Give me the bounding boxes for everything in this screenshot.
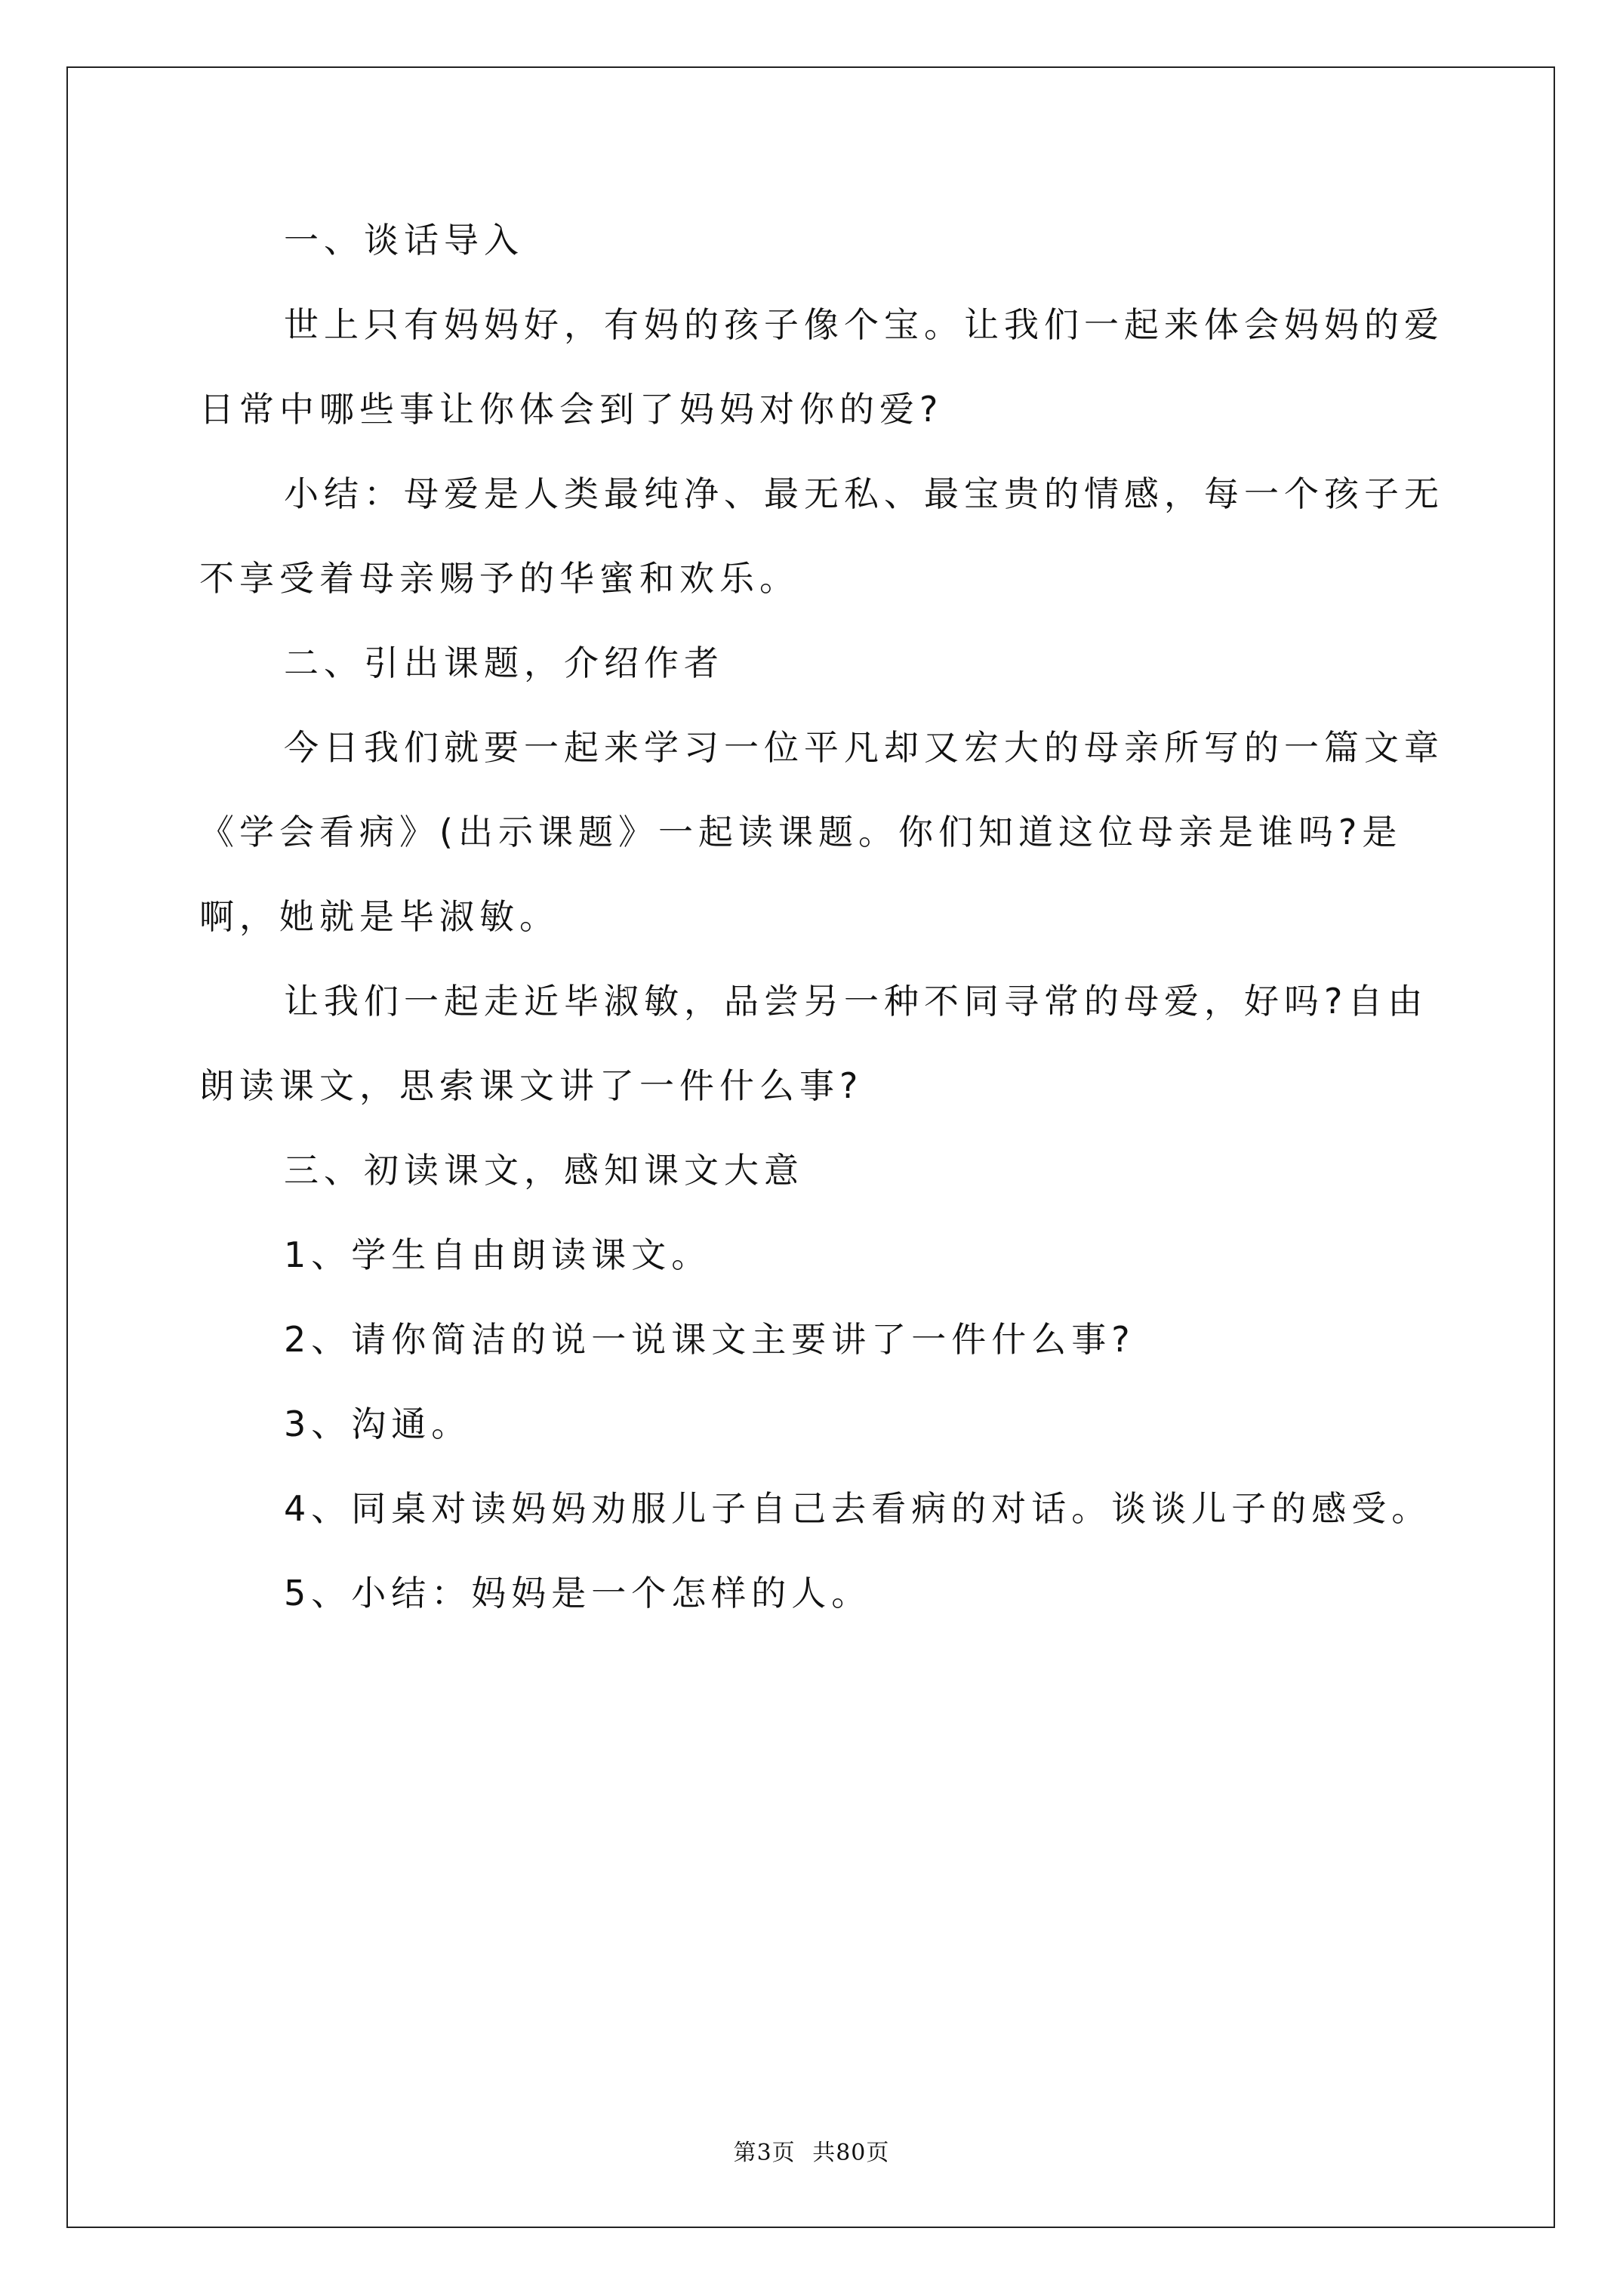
- paragraph-2: 世上只有妈妈好，有妈的孩子像个宝。让我们一起来体会妈妈的爱日常中哪些事让你体会到了妈妈对你的爱?: [199, 304, 1444, 430]
- paragraph-4: 二、引出课题，介绍作者: [284, 643, 724, 683]
- document-body: [199, 198, 1467, 1635]
- total-page-count: 共80页: [812, 2140, 890, 2166]
- paragraph-7: 三、初读课文，感知课文大意: [284, 1150, 804, 1191]
- paragraph-3: 小结：母爱是人类最纯净、最无私、最宝贵的情感，每一个孩子无不享受着母亲赐予的华蜜和欢乐。: [199, 473, 1444, 599]
- paragraph-12: 5、小结：妈妈是一个怎样的人。: [284, 1573, 872, 1613]
- paragraph-8: 1、学生自由朗读课文。: [284, 1234, 712, 1275]
- paragraph-5: 今日我们就要一起来学习一位平凡却又宏大的母亲所写的一篇文章《学会看病》(出示课题》一起读课题。你们知道这位母亲是谁吗?是啊，她就是毕淑敏。: [199, 727, 1444, 937]
- paragraph-1: 一、谈话导入: [284, 220, 524, 260]
- current-page-number: 第3页: [733, 2140, 796, 2166]
- paragraph-6: 让我们一起走近毕淑敏，品尝另一种不同寻常的母爱，好吗?自由朗读课文，思索课文讲了一件什么事?: [199, 981, 1428, 1106]
- paragraph-11: 4、同桌对读妈妈劝服儿子自己去看病的对话。谈谈儿子的感受。: [284, 1488, 1432, 1529]
- paragraph-9: 2、请你简洁的说一说课文主要讲了一件什么事?: [284, 1319, 1135, 1360]
- paragraph-10: 3、沟通。: [284, 1404, 472, 1444]
- page-footer: [0, 2134, 1623, 2167]
